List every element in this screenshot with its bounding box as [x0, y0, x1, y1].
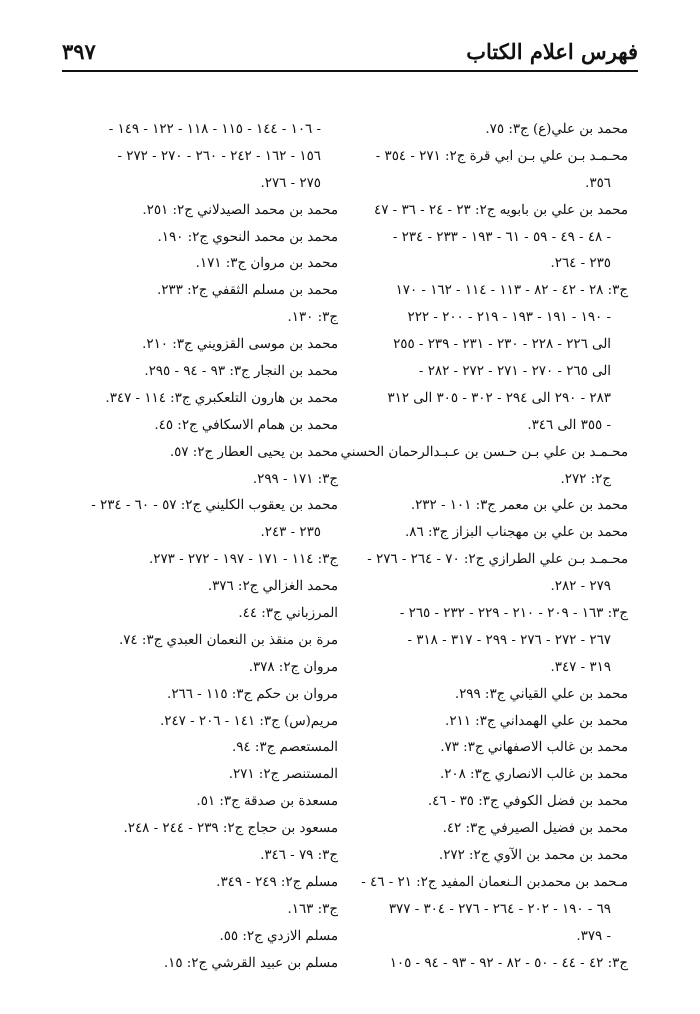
index-entry: مريم(س) ج٣: ١٤١ - ٢٠٦ - ٢٤٧.: [160, 713, 338, 729]
index-entry: مـحمد بن محمدبن الـنعمان المفيد ج٢: ٢١ - ٤٦ -: [361, 874, 628, 890]
index-entry: محمد بن غالب الانصاري ج٣: ٢٠٨.: [439, 767, 628, 783]
index-entry-continuation: ج٢: ٢٧٢.: [560, 471, 611, 487]
index-entry: ج٣: ١٦٣.: [287, 901, 338, 917]
index-entry: محـمـد بـن علي الطرازي ج٢: ٧٠ - ٢٦٤ - ٢٧٦ -: [367, 552, 628, 568]
index-entry: محمد بن محمد النحوي ج٢: ١٩٠.: [157, 229, 338, 245]
index-entry: ج٣: ١٧١ - ٢٩٩.: [252, 471, 338, 487]
index-entry-continuation: ٦٩ - ١٩٠ - ٢٠٢ - ٢٦٤ - ٢٧٦ - ٣٠٤ - ٣٧٧: [388, 901, 611, 917]
index-entry-continuation: ٢٣٥ - ٢٦٤.: [550, 256, 611, 272]
index-entry: ج٣: ٧٩ - ٣٤٦.: [260, 848, 338, 864]
index-entry: محمد بن علي(ع) ج٣: ٧٥.: [485, 122, 628, 137]
index-entry: محمد بن هارون التلعكبري ج٣: ١١٤ - ٣٤٧.: [105, 390, 338, 406]
index-entry-continuation: ٣١٩ - ٣٤٧.: [550, 659, 611, 675]
index-entry-continuation: الى ٢٢٦ - ٢٢٨ - ٢٣٠ - ٢٣١ - ٢٣٩ - ٢٥٥: [393, 337, 611, 353]
index-entry: محمد بن فضيل الصيرفي ج٣: ٤٢.: [442, 821, 628, 837]
index-entry: محمد بن يعقوب الكليني ج٢: ٥٧ - ٦٠ - ٢٣٤ -: [91, 498, 338, 514]
index-entry: محمد بن علي الهمداني ج٣: ٢١١.: [445, 713, 628, 729]
index-entry: محمد بن مروان ج٣: ١٧١.: [195, 256, 338, 272]
index-entry: مسلم بن عبيد القرشي ج٢: ١٥.: [163, 955, 338, 971]
index-entry: ج٣: ٢٨ - ٤٢ - ٨٢ - ١١٣ - ١١٤ - ١٦٢ - ١٧٠: [395, 283, 628, 299]
index-entry: مروان ج٢: ٣٧٨.: [248, 659, 338, 675]
index-entry: محمد بن علي بن بابويه ج٢: ٢٣ - ٢٤ - ٣٦ - ٤٧: [374, 202, 628, 218]
index-entry: محمد بن علي بن معمر ج٣: ١٠١ - ٢٣٢.: [410, 498, 628, 514]
index-entry: مسعدة بن صدقة ج٣: ٥١.: [196, 794, 338, 810]
index-entry-continuation: ١٥٦ - ١٦٢ - ٢٤٢ - ٢٦٠ - ٢٧٠ - ٢٧٢ -: [117, 148, 321, 164]
index-entry: ج٣: ٤٢ - ٤٤ - ٥٠ - ٨٢ - ٩٢ - ٩٣ - ٩٤ - ١٠٥: [389, 955, 628, 971]
index-entry: المرزباني ج٣: ٤٤.: [238, 606, 338, 622]
index-entry: محمد بن يحيى العطار ج٢: ٥٧.: [169, 444, 338, 460]
index-entry-continuation: ٣٥٦.: [585, 175, 611, 191]
index-entry: محمد بن موسى القزويني ج٣: ٢١٠.: [142, 337, 338, 353]
index-entry: محمد بن غالب الاصفهاني ج٣: ٧٣.: [440, 740, 628, 756]
index-entry-continuation: ٢٧٥ - ٢٧٦.: [260, 175, 321, 191]
index-entry-continuation: - ١٠٦ - ١٤٤ - ١١٥ - ١١٨ - ١٢٢ - ١٤٩ -: [108, 122, 321, 137]
index-entry: ج٣: ١٣٠.: [287, 310, 338, 326]
index-column-left: [48, 117, 338, 978]
index-entry: محـمـد بـن علي بـن ابي قرة ج٢: ٢٧١ - ٣٥٤ -: [375, 148, 628, 164]
index-entry-continuation: - ١٩٠ - ١٩١ - ١٩٣ - ٢١٩ - ٢٠٠ - ٢٢٢: [407, 310, 611, 326]
index-entry-continuation: ٢٨٣ - ٢٩٠ الى ٢٩٤ - ٣٠٢ - ٣٠٥ الى ٣١٢: [387, 390, 611, 406]
index-entry-continuation: - ٣٧٩.: [576, 928, 611, 944]
index-entry: محمد بن علي القياني ج٣: ٢٩٩.: [454, 686, 628, 702]
index-entry: مروان بن حكم ج٣: ١١٥ - ٢٦٦.: [167, 686, 338, 702]
index-entry-continuation: - ٤٨ - ٤٩ - ٥٩ - ٦١ - ١٩٣ - ٢٣٣ - ٢٣٤ -: [392, 229, 611, 245]
index-entry: محمد بن النجار ج٣: ٩٣ - ٩٤ - ٢٩٥.: [144, 364, 338, 380]
index-entry: محمد بن محمد بن الآوي ج٢: ٢٧٢.: [438, 848, 628, 864]
index-entry: مرة بن منقذ بن النعمان العبدي ج٣: ٧٤.: [118, 632, 338, 648]
index-entry: محمد بن مسلم الثقفي ج٢: ٢٣٣.: [156, 283, 338, 299]
index-entry-continuation: - ٣٥٥ الى ٣٤٦.: [527, 417, 611, 433]
index-entry: مسعود بن حجاج ج٢: ٢٣٩ - ٢٤٤ - ٢٤٨.: [123, 821, 338, 837]
index-entry: مسلم ج٢: ٢٤٩ - ٣٤٩.: [216, 874, 338, 890]
index-entry: المستنصر ج٢: ٢٧١.: [228, 767, 338, 783]
index-entry-continuation: ٢٦٧ - ٢٧٢ - ٢٧٦ - ٢٩٩ - ٣١٧ - ٣١٨ -: [407, 632, 611, 648]
index-entry: محمد بن علي بن مهجناب البزاز ج٣: ٨٦.: [405, 525, 628, 541]
page-header: [62, 30, 638, 72]
index-entry: محمد الغزالي ج٢: ٣٧٦.: [207, 579, 338, 595]
index-entry: مسلم الازدي ج٢: ٥٥.: [219, 928, 338, 944]
index-entry: المستعصم ج٣: ٩٤.: [231, 740, 338, 756]
index-entry: محـمـد بن علي بـن حـسن بن عـبـدالرحمان الحسني: [340, 444, 628, 460]
index-entry: محمد بن همام الاسكافي ج٢: ٤٥.: [154, 417, 338, 433]
index-entry-continuation: ٢٧٩ - ٢٨٢.: [550, 579, 611, 595]
index-entry: ج٣: ١١٤ - ١٧١ - ١٩٧ - ٢٧٢ - ٢٧٣.: [149, 552, 338, 568]
index-entry: محمد بن محمد الصيدلاني ج٢: ٢٥١.: [142, 202, 338, 218]
page-number: ٣٩٧: [62, 39, 96, 64]
index-entry-continuation: ٢٣٥ - ٢٤٣.: [260, 525, 321, 541]
index-entry: ج٣: ١٦٣ - ٢٠٩ - ٢١٠ - ٢٢٩ - ٢٣٢ - ٢٦٥ -: [399, 606, 628, 622]
index-entry-continuation: الى ٢٦٥ - ٢٧٠ - ٢٧١ - ٢٧٢ - ٢٨٢ -: [418, 364, 611, 380]
running-title: فهرس اعلام الكتاب: [466, 39, 638, 64]
index-entry: محمد بن فضل الكوفي ج٣: ٣٥ - ٤٦.: [427, 794, 628, 810]
index-column-right: [316, 117, 628, 978]
